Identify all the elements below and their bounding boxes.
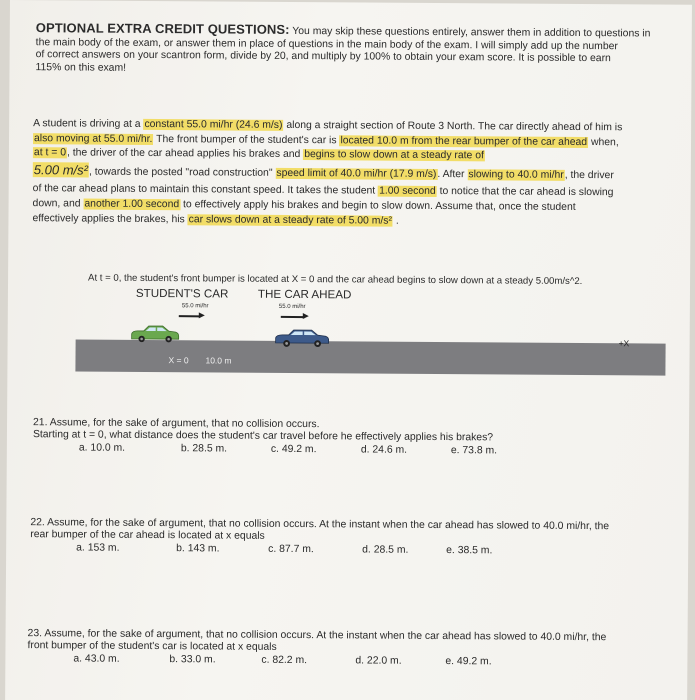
question-21-line-1: 21. Assume, for the sake of argument, that no collision occurs. [33, 417, 320, 431]
question-23 [27, 628, 677, 670]
problem-paragraph [32, 118, 683, 230]
option-e[interactable]: e. 49.2 m. [445, 655, 492, 668]
option-d[interactable]: d. 28.5 m. [362, 544, 409, 556]
option-b[interactable]: b. 33.0 m. [169, 653, 216, 666]
option-a[interactable]: a. 10.0 m. [78, 442, 126, 454]
para-text: down, and [32, 198, 84, 210]
para-text: of the car ahead plans to maintain this constant speed. It takes the student [32, 183, 379, 197]
car-ahead-icon [274, 328, 330, 348]
header-line-3: of correct answers on your scantron form, divide by 20, and multiply by 100% to obtain your exam score. It is possible to earn [35, 49, 611, 65]
highlight-slowing: slowing to 40.0 mi/hr [468, 168, 564, 181]
option-e[interactable]: e. 73.8 m. [450, 444, 498, 457]
ahead-speed-label: 55.0 mi/hr [278, 303, 306, 311]
car-ahead-label: THE CAR AHEAD [257, 287, 352, 302]
x-origin-label: X = 0 [168, 355, 189, 366]
para-text: when, [588, 136, 619, 148]
option-c[interactable]: c. 87.7 m. [268, 543, 314, 555]
option-b[interactable]: b. 143 m. [176, 542, 220, 555]
highlight-student-speed: constant 55.0 mi/hr (24.6 m/s) [144, 118, 283, 131]
question-21 [33, 417, 673, 459]
road [75, 339, 665, 375]
x-axis-label: +X [618, 338, 630, 349]
highlight-speed-limit: speed limit of 40.0 mi/hr (17.9 m/s) [276, 167, 437, 180]
question-23-line-1: 23. Assume, for the sake of argument, that no collision occurs. At the instant when the car ahead has slowed to 40.0 mi/hr, the [27, 628, 607, 644]
header-line-2: the main body of the exam, or answer them in place of questions in the main body of the exam. I will simply add up the number [35, 36, 618, 52]
highlight-reaction: 1.00 second [379, 185, 436, 198]
highlight-slow-down: begins to slow down at a steady rate of [304, 149, 484, 162]
road-diagram [65, 272, 666, 386]
option-a[interactable]: a. 43.0 m. [73, 653, 120, 665]
question-22-line-1: 22. Assume, for the sake of argument, that no collision occurs. At the instant when the car ahead has slowed to 40.0 mi/hr, the [30, 517, 610, 533]
para-text: effectively applies the brakes, his [32, 212, 188, 225]
para-text: along a straight section of Route 3 North. The car directly ahead of him is [283, 119, 623, 134]
header-title: OPTIONAL EXTRA CREDIT QUESTIONS: [35, 20, 290, 37]
option-d[interactable]: d. 22.0 m. [355, 655, 402, 667]
exam-page [5, 0, 692, 700]
para-text: The front bumper of the student's car is [153, 133, 340, 146]
student-speed-label: 55.0 mi/hr [181, 303, 209, 310]
option-c[interactable]: c. 49.2 m. [270, 443, 317, 455]
question-22-line-2: rear bumper of the car ahead is located at x equals [30, 529, 265, 543]
highlight-brake-delay: another 1.00 second [84, 198, 180, 211]
highlight-t0: at t = 0 [33, 147, 67, 159]
highlight-ahead-speed: also moving at 55.0 mi/hr. [33, 132, 153, 145]
para-text: , towards the posted "road construction" [88, 166, 276, 179]
highlight-decel: 5.00 m/s² [33, 161, 89, 178]
highlight-student-decel: car slows down at a steady rate of 5.00 m/s² [188, 213, 392, 227]
highlight-gap: located 10.0 m from the rear bumper of the car ahead [340, 134, 588, 148]
header-line-1: You may skip these questions entirely, answer them in addition to questions in [289, 25, 651, 40]
option-e[interactable]: e. 38.5 m. [446, 544, 493, 557]
ahead-velocity-arrow [281, 316, 305, 318]
header-line-4: 115% on this exam! [35, 61, 127, 74]
para-text: . [392, 215, 399, 227]
diagram-caption: At t = 0, the student's front bumper is located at X = 0 and the car ahead begins to slow down at a steady 5.00m/s^2. [88, 272, 583, 288]
para-text: , the driver of the car ahead applies his brakes and [66, 147, 304, 161]
gap-distance-label: 10.0 m [205, 355, 232, 366]
option-b[interactable]: b. 28.5 m. [180, 443, 228, 455]
option-d[interactable]: d. 24.6 m. [360, 444, 408, 456]
option-c[interactable]: c. 82.2 m. [261, 654, 308, 666]
para-text: to notice that the car ahead is slowing [436, 186, 614, 199]
question-22 [30, 517, 680, 559]
para-text: , the driver [564, 169, 614, 182]
student-car-label: STUDENT'S CAR [135, 286, 229, 301]
option-a[interactable]: a. 153 m. [76, 542, 120, 554]
para-text: to effectively apply his brakes and begin to slow down. Assume that, once the student [180, 199, 576, 213]
extra-credit-header [35, 22, 680, 79]
student-car-icon [130, 323, 180, 343]
question-23-line-2: front bumper of the student's car is located at x equals [27, 640, 277, 654]
para-text: . After [437, 168, 468, 180]
question-21-line-2: Starting at t = 0, what distance does the student's car travel before he effectively applies his brakes? [32, 429, 494, 444]
student-velocity-arrow [179, 315, 201, 317]
para-text: A student is driving at a [33, 118, 144, 130]
